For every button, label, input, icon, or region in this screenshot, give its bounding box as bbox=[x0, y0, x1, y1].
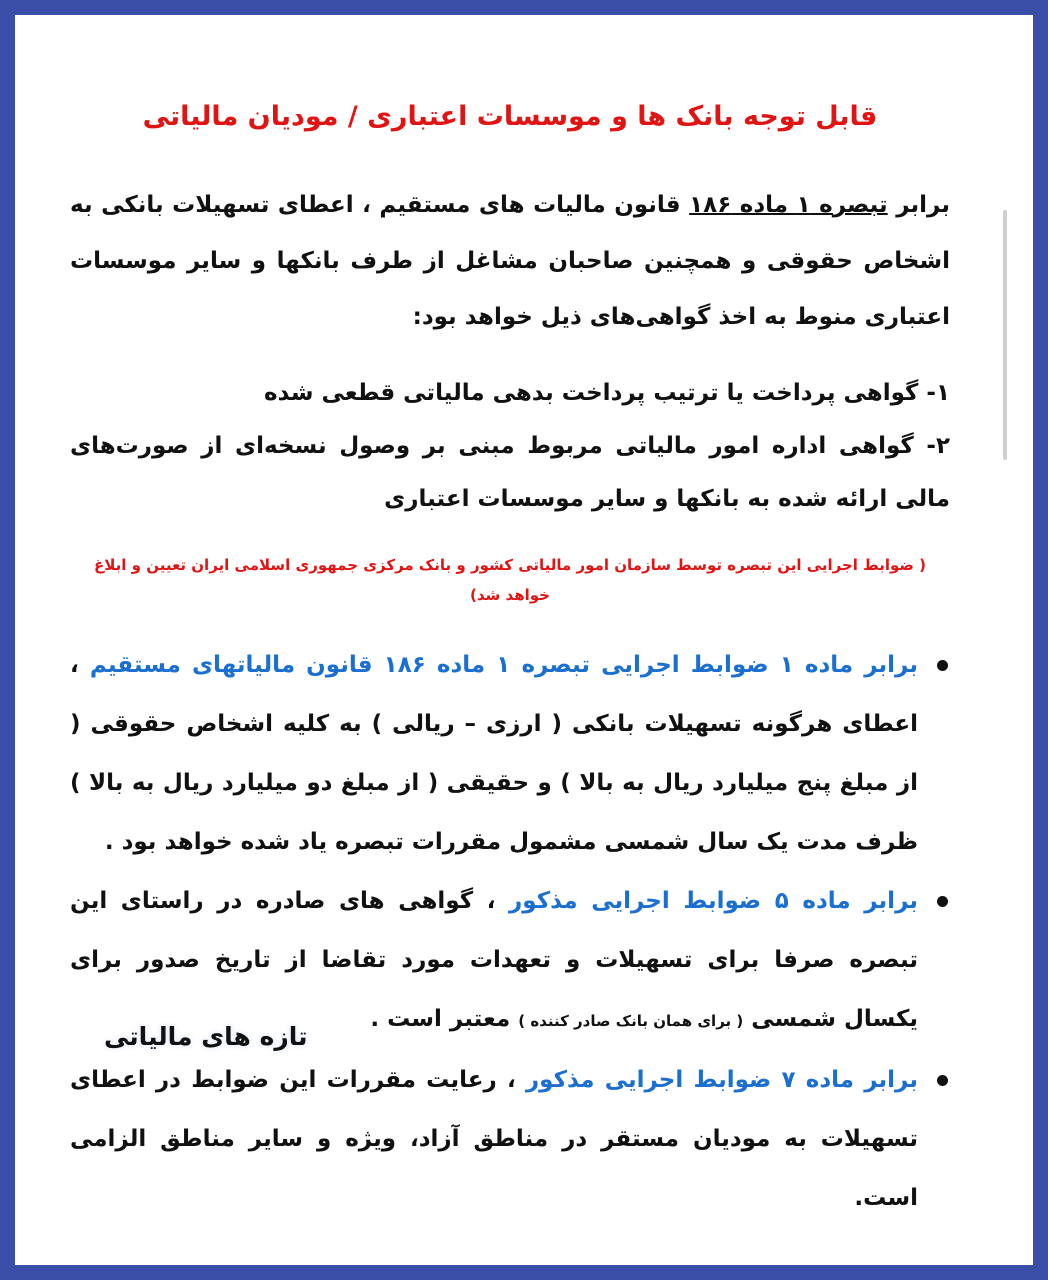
intro-underlined: تبصره ۱ ماده ۱۸۶ bbox=[689, 192, 888, 218]
bullet-tail-2: معتبر است . bbox=[370, 1006, 519, 1032]
bullet-text-1: ، اعطای هرگونه تسهیلات بانکی ( ارزی – ریالی ) به کلیه اشخاص حقوقی ( از مبلغ پنج میلیارد ریال به بالا ) و حقیقی ( از مبلغ دو میلیارد ریال به بالا ) ظرف مدت یک سال شمسی مشمول مقررات تبصره یاد شده خواهد بود . bbox=[70, 652, 918, 855]
bullet-dot bbox=[937, 660, 948, 671]
bullet-lead-3: برابر ماده ۷ ضوابط اجرایی مذکور bbox=[525, 1067, 918, 1093]
bullet-small-2: ( برای همان بانک صادر کننده ) bbox=[518, 1012, 744, 1030]
bullet-text-2: ، گواهی های صادره در راستای این تبصره صرفا برای تسهیلات و تعهدات مورد تقاضا از تاریخ صدور برای یکسال شمسی bbox=[70, 888, 918, 1032]
bullet-text-3: ، رعایت مقررات این ضوابط در اعطای تسهیلات به مودیان مستقر در مناطق آزاد، ویژه و سایر مناطق الزامی است. bbox=[70, 1067, 918, 1211]
bullet-lead-1: برابر ماده ۱ ضوابط اجرایی تبصره ۱ ماده ۱۸۶ قانون مالیاتهای مستقیم bbox=[89, 652, 919, 678]
intro-suffix: قانون مالیات های مستقیم ، اعطای تسهیلات بانکی به اشخاص حقوقی و همچنین صاحبان مشاغل از طرف بانکها و سایر موسسات اعتباری منوط به اخذ گواهی‌های ذیل خواهد بود: bbox=[70, 192, 950, 330]
requirements-list bbox=[70, 367, 950, 526]
bullet-lead-2: برابر ماده ۵ ضوابط اجرایی مذکور bbox=[509, 888, 919, 914]
requirement-item-1: ۱- گواهی پرداخت یا ترتیب پرداخت بدهی مالیاتی قطعی شده bbox=[263, 380, 950, 406]
bullet-item-1 bbox=[70, 636, 950, 872]
document-content bbox=[70, 95, 950, 1228]
watermark-text: تازه های مالیاتی bbox=[104, 1022, 308, 1051]
implementation-note: ( ضوابط اجرایی این تبصره توسط سازمان امور مالیاتی کشور و بانک مرکزی جمهوری اسلامی ایران تعیین و ابلاغ خواهد شد) bbox=[94, 556, 926, 604]
intro-paragraph bbox=[70, 177, 950, 345]
scrollbar[interactable] bbox=[1003, 210, 1007, 460]
document-title: قابل توجه بانک ها و موسسات اعتباری / مودیان مالیاتی bbox=[142, 101, 878, 132]
bullet-list bbox=[70, 636, 950, 1228]
requirement-item-2: ۲- گواهی اداره امور مالیاتی مربوط مبنی بر وصول نسخه‌ای از صورت‌های مالی ارائه شده به بانکها و سایر موسسات اعتباری bbox=[70, 433, 950, 512]
intro-prefix: برابر bbox=[887, 192, 950, 218]
bullet-dot bbox=[937, 1075, 948, 1086]
bullet-item-3 bbox=[70, 1051, 950, 1228]
bullet-dot bbox=[937, 896, 948, 907]
